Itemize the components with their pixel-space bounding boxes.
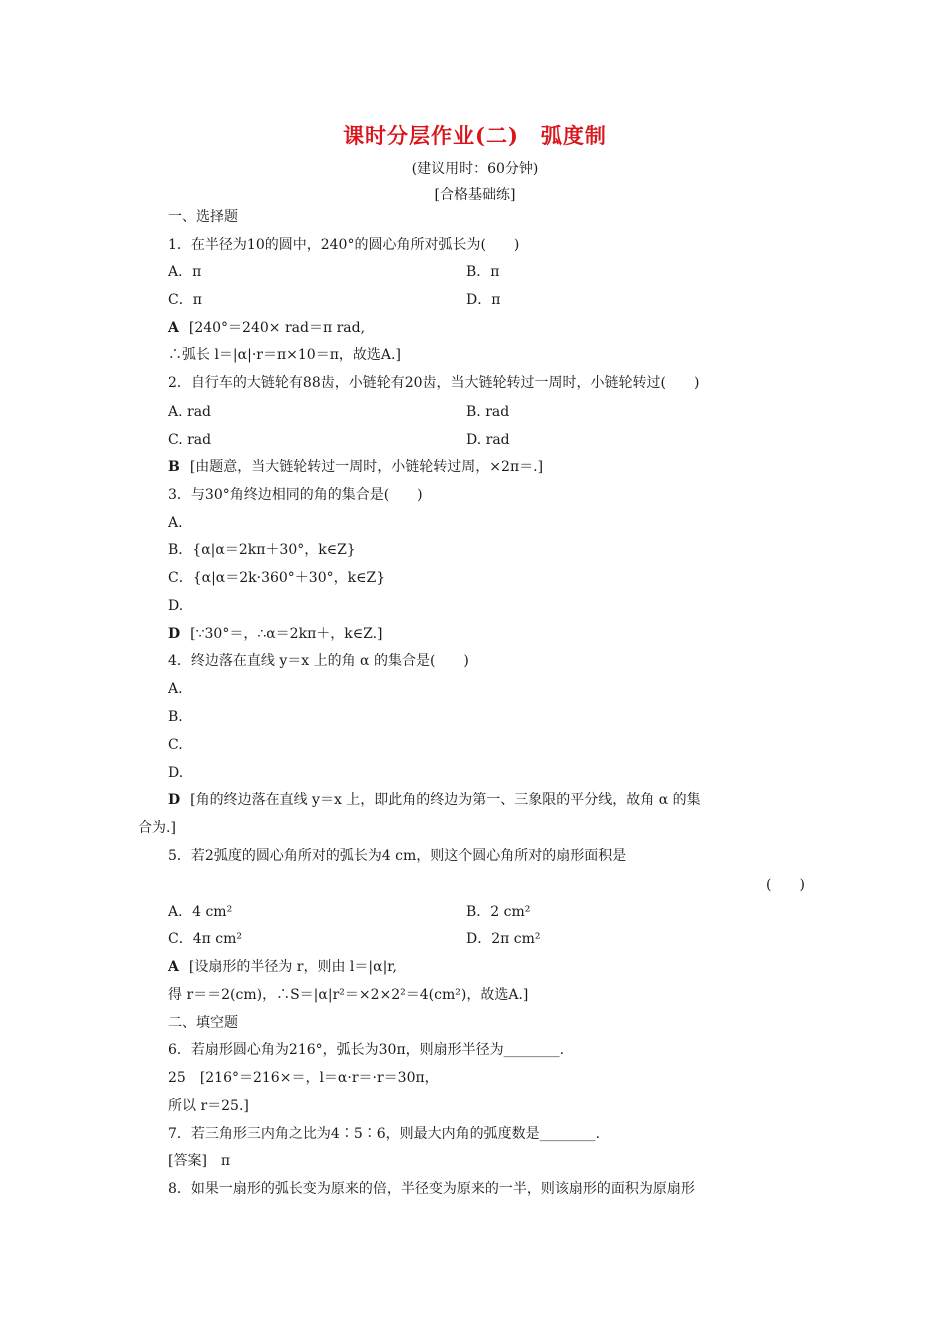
question-3-stem: 3．与30°角终边相同的角的集合是( ) [168, 487, 423, 503]
q3-option-a: A. [168, 515, 183, 531]
q6-solution-1: 25 [216°＝216×＝，l＝α·r＝·r＝30π， [168, 1070, 439, 1086]
q1-option-a: A．π [168, 264, 202, 280]
q4-solution-1 [168, 790, 701, 810]
q7-solution: [答案] π [168, 1153, 231, 1169]
q4-solution-text-1: [角的终边落在直线 y＝x 上，即此角的终边为第一、三象限的平分线，故角 α 的集 [190, 792, 701, 808]
q2-option-a: A. rad [168, 404, 212, 420]
q1-option-d: D．π [466, 292, 501, 308]
q6-solution-2: 所以 r＝25.] [168, 1098, 249, 1114]
time-hint: (建议用时：60分钟) [411, 161, 539, 177]
q3-option-c: C．{α|α＝2k·360°＋30°，k∈Z} [168, 570, 386, 586]
q4-solution-2: 合为.] [138, 820, 176, 836]
q5-answer-letter: A [168, 959, 179, 975]
question-7-stem: 7．若三角形三内角之比为4∶5∶6，则最大内角的弧度数是________. [168, 1126, 601, 1142]
q1-answer-letter: A [168, 320, 179, 336]
q3-solution-text: [∵30°＝，∴α＝2kπ＋，k∈Z.] [190, 626, 383, 642]
q4-option-a: A. [168, 681, 183, 697]
q2-solution [168, 457, 543, 477]
q1-solution-1 [168, 318, 365, 338]
q5-option-a: A．4 cm² [168, 904, 233, 920]
question-6-stem: 6．若扇形圆心角为216°，弧长为30π，则扇形半径为________. [168, 1042, 565, 1058]
q5-option-c: C．4π cm² [168, 931, 242, 947]
q5-answer-paren: ( ) [766, 877, 805, 893]
q3-option-b: B．{α|α＝2kπ＋30°，k∈Z} [168, 542, 356, 558]
section-heading-fill: 二、填空题 [168, 1015, 238, 1031]
q2-answer-letter: B [168, 459, 180, 475]
question-4-stem: 4．终边落在直线 y＝x 上的角 α 的集合是( ) [168, 653, 469, 669]
q5-solution-2: 得 r＝＝2(cm)，∴S＝|α|r²＝×2×2²＝4(cm²)，故选A.] [168, 987, 529, 1003]
q2-solution-text: [由题意，当大链轮转过一周时，小链轮转过周，×2π＝.] [189, 459, 544, 475]
q1-option-c: C．π [168, 292, 202, 308]
q5-solution-text-1: [设扇形的半径为 r，则由 l＝|α|r, [188, 959, 397, 975]
q5-option-b: B．2 cm² [466, 904, 531, 920]
q2-option-c: C. rad [168, 432, 212, 448]
q4-option-d: D. [168, 765, 184, 781]
q1-solution-text-1: [240°＝240× rad＝π rad, [188, 320, 366, 336]
q5-solution-1 [168, 957, 397, 977]
q2-option-b: B. rad [466, 404, 510, 420]
q1-solution-2: ∴弧长 l＝|α|·r＝π×10＝π，故选A.] [168, 347, 401, 363]
q4-option-c: C. [168, 737, 183, 753]
question-8-stem: 8．如果一扇形的弧长变为原来的倍，半径变为原来的一半，则该扇形的面积为原扇形 [168, 1181, 695, 1197]
question-1-stem: 1．在半径为10的圆中，240°的圆心角所对弧长为( ) [168, 237, 520, 253]
q1-option-b: B．π [466, 264, 500, 280]
page-title: 课时分层作业(二) 弧度制 [343, 123, 607, 148]
level-label: [合格基础练] [434, 187, 516, 203]
question-2-stem: 2．自行车的大链轮有88齿，小链轮有20齿，当大链轮转过一周时，小链轮转过( ) [168, 375, 700, 391]
q5-option-d: D．2π cm² [466, 931, 541, 947]
q3-option-d: D. [168, 598, 184, 614]
q3-solution [168, 624, 383, 644]
q2-option-d: D. rad [466, 432, 510, 448]
q4-option-b: B. [168, 709, 183, 725]
section-heading-choice: 一、选择题 [168, 209, 238, 225]
q4-answer-letter: D [168, 792, 181, 808]
question-5-stem: 5．若2弧度的圆心角所对的弧长为4 cm，则这个圆心角所对的扇形面积是 [168, 848, 627, 864]
q3-answer-letter: D [168, 626, 181, 642]
